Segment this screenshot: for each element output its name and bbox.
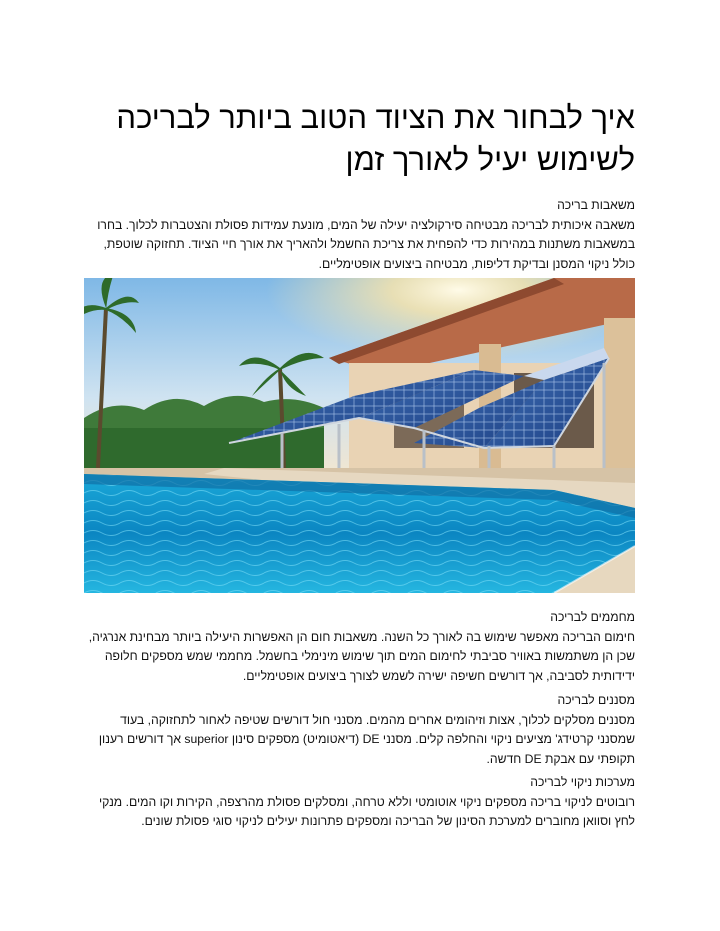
section-pool-filters: [84, 691, 635, 769]
page-title: [84, 97, 635, 181]
section-body: רובוטים לניקוי בריכה מספקים ניקוי אוטומטי וללא טרחה, ומסלקים פסולת מהרצפה, הקירות וקו המים. מנקי לחץ וסוואן מחוברים למערכת הסינון של הבריכה ומספקים פתרונות יעילים לניקוי סוגי פסולת שונים.: [98, 794, 635, 828]
section-pool-cleaning: [84, 773, 635, 832]
section-heading: מערכות ניקוי לבריכה: [530, 775, 635, 789]
pool-solar-photo: [84, 278, 635, 593]
section-pool-heaters: [84, 608, 635, 686]
section-heading: משאבות בריכה: [557, 198, 635, 212]
section-pool-pumps: [84, 196, 635, 274]
section-body: מסננים מסלקים לכלוך, אצות וזיהומים אחרים מהמים. מסנני חול דורשים שטיפה לאחור לתחזוקה, בעוד שמסנני קרטידג' מציעים ניקוי והחלפה קלים. מסנני DE (דיאטומיט) מספקים סינון superior אך דורשים רענון תקופתי עם אבקת DE חדשה.: [98, 712, 635, 766]
section-body: חימום הבריכה מאפשר שימוש בה לאורך כל השנה. משאבות חום הן האפשרות היעילה ביותר מבחינת אנרגיה, שכן הן משתמשות באוויר סביבתי לחימום המים תוך שימוש מינימלי בחשמל. מחממי שמש מספקים חלופה ידידותית לסביבה, אך דורשים חשיפה ישירה לשמש לצורך ביצועים אופטימליים.: [88, 629, 635, 683]
section-heading: מחממים לבריכה: [550, 610, 635, 624]
section-body: משאבה איכותית לבריכה מבטיחה סירקולציה יעילה של המים, מונעת עמידות פסולת והצטברות לכלוך. בחרו במשאבות משתנות במהירות כדי להפחית את צריכת החשמל ולהאריך את אורך חיי הציוד. תחזוקה שוטפת, כולל ניקוי המסנן ובדיקת דליפות, מבטיחה ביצועים אופטימליים.: [97, 217, 635, 271]
section-heading: מסננים לבריכה: [557, 693, 635, 707]
page-title-line-2: לשימוש יעיל לאורך זמן: [345, 142, 635, 177]
page-title-line-1: איך לבחור את הציוד הטוב ביותר לבריכה: [116, 100, 635, 135]
